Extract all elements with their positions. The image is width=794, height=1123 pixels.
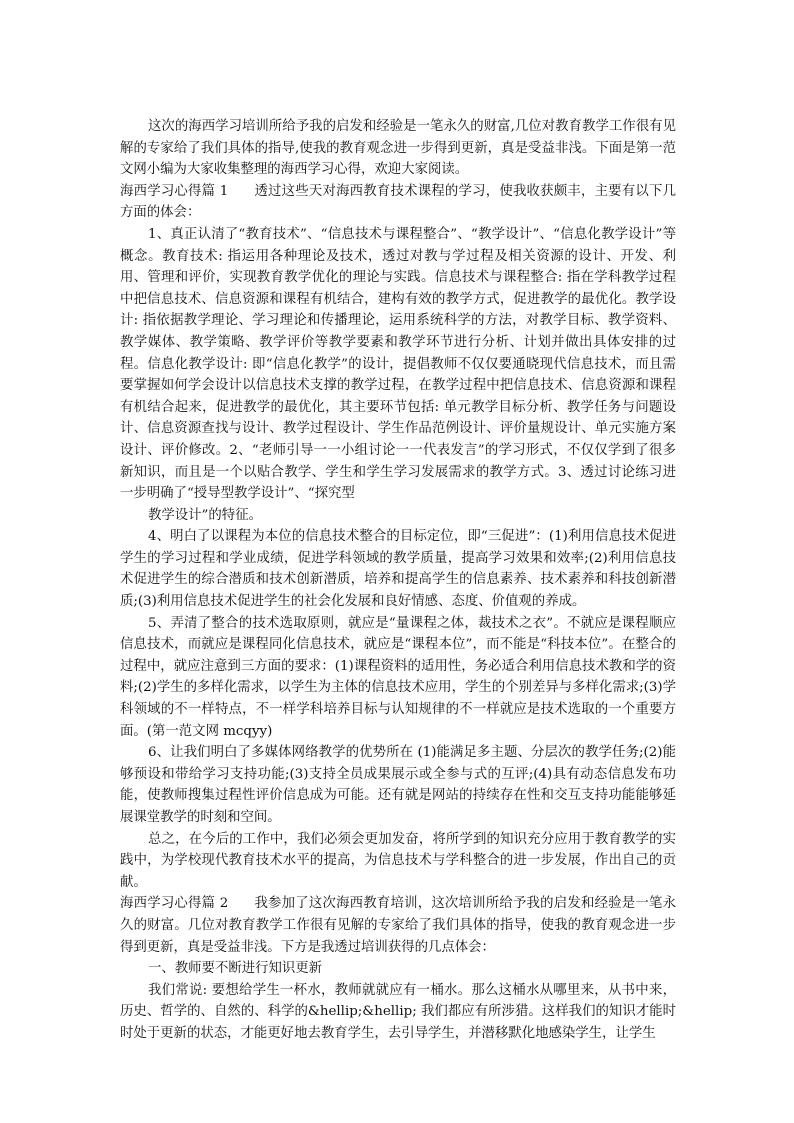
part1-heading-row <box>120 181 676 224</box>
part1-paragraph-6: 6、让我们明白了多媒体网络教学的优势所在 (1)能满足多主题、分层次的教学任务;(2)能够预设和带给学习支持功能;(3)支持全员成果展示或全参与式的互评;(4)具有动态信息发布功能，使教师搜集过程性评价信息成为可能。还有就是网站的持续存在性和交互支持功能能够延展课堂教学的时刻和空间。 <box>120 745 676 825</box>
part1-paragraph-4: 4、明白了以课程为本位的信息技术整合的目标定位，即“三促进”：(1)利用信息技术促进学生的学习过程和学业成绩，促进学科领域的教学质量，提高学习效果和效率;(2)利用信息技术促进学生的综合潜质和技术创新潜质，培养和提高学生的信息素养、技术素养和科技创新潜质;(3)利用信息技术促进学生的社会化发展和良好情感、态度、价值观的养成。 <box>120 529 676 610</box>
intro-paragraph: 这次的海西学习培训所给予我的启发和经验是一笔永久的财富,几位对教育教学工作很有见解的专家给了我们具体的指导,使我的教育观念进一步得到更新，真是受益非浅。下面是第一范文网小编为大家收集整理的海西学习心得，欢迎大家阅读。 <box>120 119 676 178</box>
part1-paragraph-1-continued: 教学设计”的特征。 <box>148 507 262 523</box>
part1-heading: 海西学习心得篇 1 <box>120 183 229 199</box>
part1-paragraph-1: 1、真正认清了“教育技术”、“信息技术与课程整合”、“教学设计”、“信息化教学设计”等概念。教育技术: 指运用各种理论及技术，透过对教与学过程及相关资源的设计、开发、利用、管理和评价，实现教育教学优化的理论与实践。信息技术与课程整合: 指在学科教学过程中把信息技术、信息资源和课程有机结合，建构有效的教学方式，促进教学的最优化。教学设计: 指依据教学理论、学习理论和传播理论，运用系统科学的方法，对教学目标、教学资料、教学媒体、教学策略、教学评价等教学要素和教学环节进行分析、计划并做出具体安排的过程。信息化教学设计: 即“信息化教学”的设计，提倡教师不仅仅要通晓现代信息技术，而且需要掌握如何学会设计以信息技术支撑的教学过程，在教学过程中把信息技术、信息资源和课程有机结合起来，促进教学的最优化，其主要环节包括: 单元教学目标分析、教学任务与问题设计、信息资源查找与设计、教学过程设计、学生作品范例设计、评价量规设计、单元实施方案设计、评价修改。2、“老师引导一一小组讨论一一代表发言”的学习形式，不仅仅学到了很多新知识，而且是一个以贴合教学、学生和学生学习发展需求的教学方式。3、透过讨论练习进一步明确了“授导型教学设计”、“探究型 <box>120 226 676 502</box>
part2-heading-row <box>120 893 676 958</box>
part1-paragraph-5: 5、弄清了整合的技术选取原则，就应是“量课程之体，裁技术之衣”。不就应是课程顺应信息技术，而就应是课程同化信息技术，就应是“课程本位”，而不能是“科技本位”。在整合的过程中，就应注意到三方面的要求：(1)课程资料的适用性，务必适合利用信息技术教和学的资料;(2)学生的多样化需求，以学生为主体的信息技术应用，学生的个别差异与多样化需求;(3)学科领域的不一样特点，不一样学科培养目标与认知规律的不一样就应是技术选取的一个重要方面。(第一范文网 mcqyy) <box>120 615 676 739</box>
document-page <box>120 116 676 1045</box>
part2-paragraph-1: 我们常说: 要想给学生一杯水，教师就就应有一桶水。那么这桶水从哪里来，从书中来，历史、哲学的、自然的、科学的&hellip;&hellip; 我们都应有所涉猎。这样我们的知识才能时时处于更新的状态，才能更好地去教育学生，去引导学生，并潜移默化地感染学生，让学生 <box>120 982 676 1041</box>
part1-summary: 总之，在今后的工作中，我们必须会更加发奋，将所学到的知识充分应用于教育教学的实践中，为学校现代教育技术水平的提高，为信息技术与学科整合的进一步发展，作出自己的贡献。 <box>120 831 676 890</box>
part1-lead: 透过这些天对海西教育技术课程的学习，使我收获颇丰，主要有以下几方面的体会： <box>120 183 676 221</box>
part2-lead: 我参加了这次海西教育培训，这次培训所给予我的启发和经验是一笔永久的财富。几位对教育教学工作很有见解的专家给了我们具体的指导，使我的教育观念进一步得到更新，真是受益非浅。下方是我透过培训获得的几点体会： <box>120 896 676 955</box>
part2-subheading-1: 一、教师要不断进行知识更新 <box>148 961 323 977</box>
part2-heading: 海西学习心得篇 2 <box>120 896 229 912</box>
